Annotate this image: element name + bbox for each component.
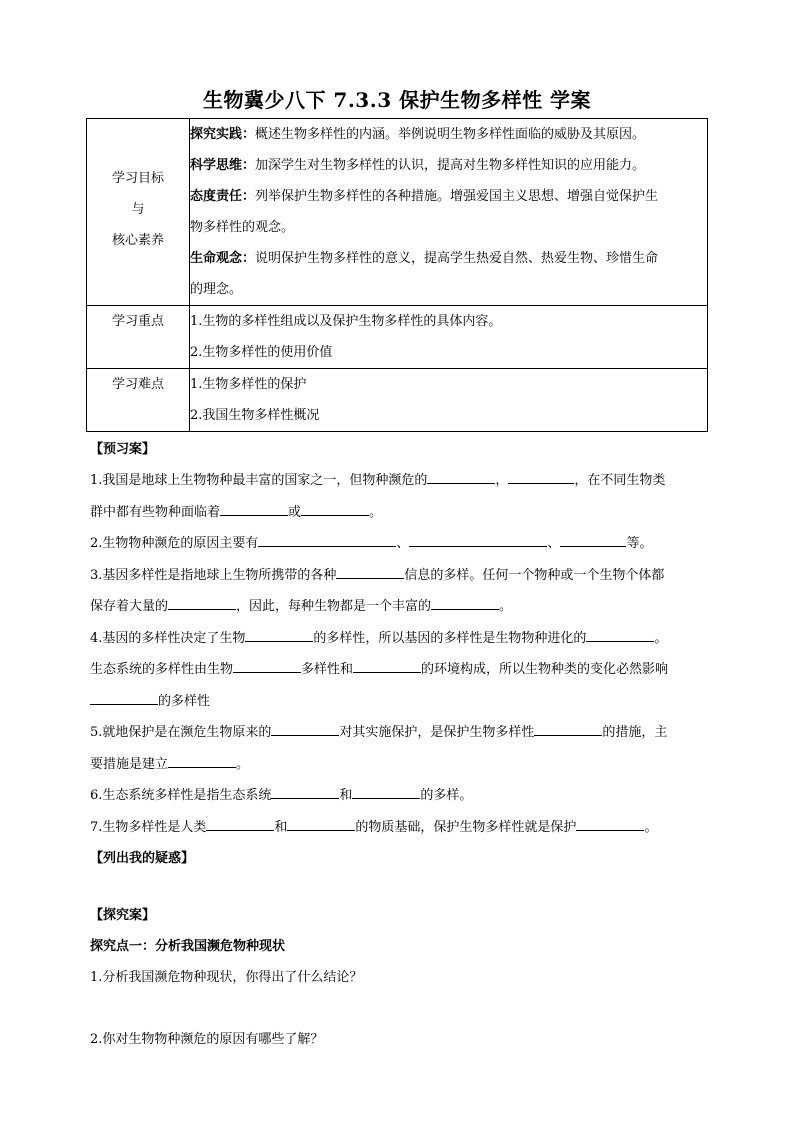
fill-blank[interactable] (168, 595, 236, 610)
question-6: 6.生态系统多样性是指生态系统 和 的多样。 (90, 780, 710, 812)
fill-blank[interactable] (431, 595, 499, 610)
fill-blank[interactable] (586, 627, 654, 642)
key-points-label: 学习重点 (111, 314, 164, 329)
difficulty-line: 1.生物多样性的保护 (190, 377, 307, 392)
key-points-content-cell (190, 306, 708, 369)
key-points-row (87, 306, 708, 369)
goal-item (190, 181, 707, 212)
explore-point-1: 探究点一：分析我国濒危物种现状 (90, 939, 286, 954)
page-title: 生物冀少八下 7.3.3 保护生物多样性 学案 (202, 88, 592, 112)
goal-item (190, 150, 707, 181)
key-point-line: 1.生物的多样性组成以及保护生物多样性的具体内容。 (190, 314, 502, 329)
goals-label-cell (87, 119, 190, 306)
question-4-cont: 的多样性 (90, 686, 710, 718)
goal-text: 列举保护生物多样性的各种措施。增强爱国主义思想、增强自觉保护生 (255, 189, 659, 204)
explore-question-1: 1.分析我国濒危物种现状，你得出了什么结论？ (90, 970, 363, 985)
goal-key: 生命观念： (190, 251, 256, 266)
fill-blank[interactable] (508, 469, 574, 484)
goals-label-line: 学习目标 (111, 171, 164, 186)
goal-item-continuation: 的理念。 (190, 282, 243, 297)
key-points-label-cell (87, 306, 190, 369)
explore-section-cont (90, 1024, 710, 1056)
goal-text: 加深学生对生物多样性的认识，提高对生物多样性知识的应用能力。 (255, 158, 646, 173)
question-3-cont: 保存着大量的 ，因此，每种生物都是一个丰富的 。 (90, 591, 710, 623)
fill-blank[interactable] (245, 627, 313, 642)
fill-blank[interactable] (271, 784, 339, 799)
difficulties-label-cell (87, 369, 190, 432)
question-1: 1.我国是地球上生物物种最丰富的国家之一，但物种濒危的 ， ，在不同生物类 (90, 465, 710, 497)
explore-heading: 【探究案】 (90, 908, 156, 923)
fill-blank[interactable] (534, 721, 602, 736)
key-point-line: 2.生物多样性的使用价值 (190, 345, 333, 360)
fill-blank[interactable] (427, 469, 495, 484)
goal-text: 说明保护生物多样性的意义，提高学生热爱自然、热爱生物、珍惜生命 (255, 251, 659, 266)
goal-item-continuation: 物多样性的观念。 (190, 220, 295, 235)
fill-blank[interactable] (90, 690, 158, 705)
fill-blank[interactable] (301, 501, 369, 516)
fill-blank[interactable] (206, 816, 274, 831)
fill-blank[interactable] (258, 532, 396, 547)
explore-section (90, 900, 710, 994)
question-4-cont: 生态系统的多样性由生物 多样性和 的环境构成，所以生物种类的变化必然影响 (90, 654, 710, 686)
goals-content-cell (190, 119, 708, 306)
fill-blank[interactable] (168, 753, 236, 768)
fill-blank[interactable] (409, 532, 547, 547)
question-5-cont: 要措施是建立 。 (90, 749, 710, 781)
fill-blank[interactable] (233, 658, 301, 673)
difficulties-content-cell (190, 369, 708, 432)
fill-blank[interactable] (353, 658, 421, 673)
doubts-heading: 【列出我的疑惑】 (90, 851, 195, 866)
goal-item (190, 119, 707, 150)
question-4: 4.基因的多样性决定了生物 的多样性，所以基因的多样性是生物物种进化的 。 (90, 623, 710, 655)
fill-blank[interactable] (220, 501, 288, 516)
question-3: 3.基因多样性是指地球上生物所携带的各种 信息的多样。任何一个物种或一个生物个体都 (90, 560, 710, 592)
fill-blank[interactable] (352, 784, 420, 799)
goals-row (87, 119, 708, 306)
difficulties-row (87, 369, 708, 432)
difficulty-line: 2.我国生物多样性概况 (190, 408, 320, 423)
goal-text: 概述生物多样性的内涵。举例说明生物多样性面临的威胁及其原因。 (255, 127, 646, 142)
preview-section (90, 434, 710, 874)
goal-key: 科学思维： (190, 158, 256, 173)
goal-key: 态度责任： (190, 189, 256, 204)
fill-blank[interactable] (336, 564, 404, 579)
fill-blank[interactable] (271, 721, 339, 736)
goal-key: 探究实践： (190, 127, 256, 142)
question-7: 7.生物多样性是人类 和 的物质基础，保护生物多样性就是保护 。 (90, 812, 710, 844)
question-1-cont: 群中都有些物种面临着 或 。 (90, 497, 710, 529)
goal-item (190, 243, 707, 274)
explore-question-2: 2.你对生物物种濒危的原因有哪些了解？ (90, 1032, 324, 1047)
fill-blank[interactable] (287, 816, 355, 831)
fill-blank[interactable] (560, 532, 626, 547)
fill-blank[interactable] (576, 816, 644, 831)
question-5: 5.就地保护是在濒危生物原来的 对其实施保护，是保护生物多样性 的措施，主 (90, 717, 710, 749)
difficulties-label: 学习难点 (111, 377, 164, 392)
learning-goals-table (86, 118, 708, 432)
goals-label-line: 与 (131, 202, 145, 217)
preview-heading: 【预习案】 (90, 442, 156, 457)
goals-label-line: 核心素养 (111, 233, 164, 248)
question-2: 2.生物物种濒危的原因主要有 、 、 等。 (90, 528, 710, 560)
